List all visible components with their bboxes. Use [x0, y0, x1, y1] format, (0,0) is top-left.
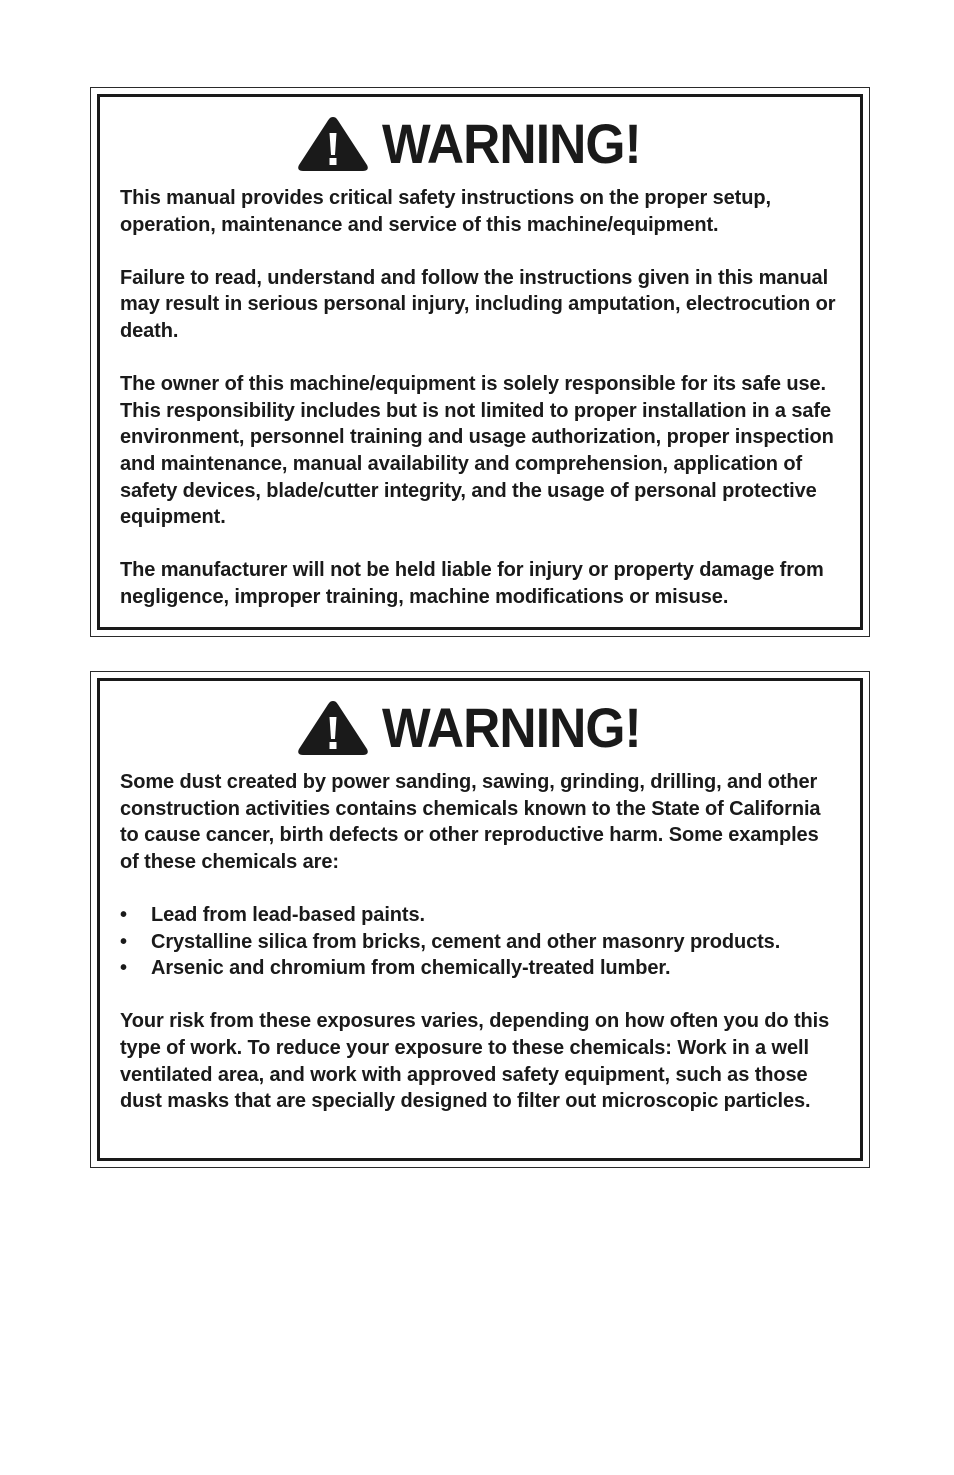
warning-box-dust-chemicals: [90, 671, 870, 1168]
list-item-text: Arsenic and chromium from chemically-treated lumber.: [151, 957, 671, 980]
warning-box-manual-safety: [90, 87, 870, 637]
bullet-marker: •: [120, 903, 127, 926]
warning-title: WARNING!: [382, 112, 642, 175]
warning-heading: [120, 697, 840, 759]
list-item-text: Lead from lead-based paints.: [151, 903, 425, 926]
list-item: [120, 955, 840, 982]
list-item: [120, 902, 840, 929]
chemical-examples-list: [120, 902, 840, 982]
bullet-marker: •: [120, 930, 127, 953]
warning-heading: [120, 113, 840, 175]
list-item: [120, 929, 840, 956]
warning-triangle-icon: [296, 699, 370, 757]
warning-triangle-icon: [296, 115, 370, 173]
warning-box-inner: [97, 94, 863, 630]
warning-title: WARNING!: [382, 696, 642, 759]
warning-closing-paragraph: Your risk from these exposures varies, depending on how often you do this type of work. To reduce your exposure to these chemicals: Work in a well ventilated area, and work with approved safety equipment, such as those dust masks that are specially designed to filter out microscopic particles.: [120, 1010, 830, 1113]
bullet-marker: •: [120, 957, 127, 980]
warning-paragraph: Failure to read, understand and follow the instructions given in this manual may result in serious personal injury, including amputation, electrocution or death.: [120, 266, 836, 342]
warning-intro-paragraph: Some dust created by power sanding, sawing, grinding, drilling, and other construction activities contains chemicals known to the State of California to cause cancer, birth defects or other reproductive harm. Some examples of these chemicals are:: [120, 771, 821, 873]
warning-paragraph: The owner of this machine/equipment is solely responsible for its safe use. This responsibility includes but is not limited to proper installation in a safe environment, personnel training and usage authorization, proper inspection and maintenance, manual availability and comprehension, application of safety devices, blade/cutter integrity, and the usage of personal protective equipment.: [120, 373, 834, 529]
warning-paragraph: The manufacturer will not be held liable for injury or property damage from negligence, improper training, machine modifications or misuse.: [120, 559, 824, 608]
warning-paragraph: This manual provides critical safety instructions on the proper setup, operation, maintenance and service of this machine/equipment.: [120, 187, 771, 236]
warning-box-inner: [97, 678, 863, 1161]
list-item-text: Crystalline silica from bricks, cement and other masonry products.: [151, 930, 781, 953]
